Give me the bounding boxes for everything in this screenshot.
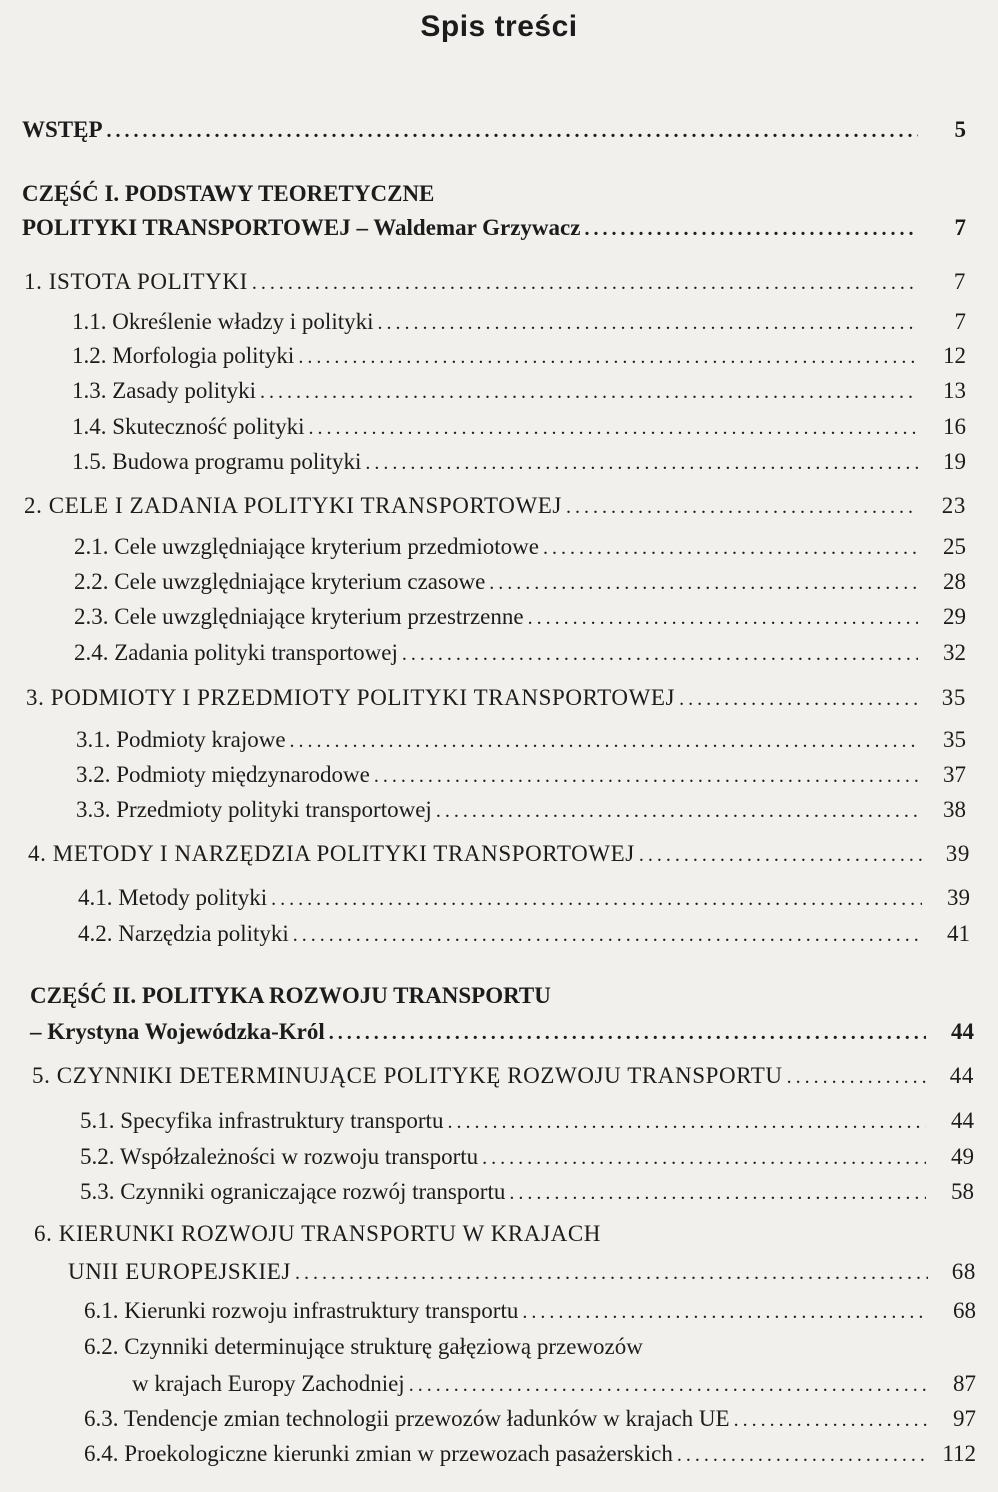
page-number: 68 xyxy=(951,1259,976,1284)
page-number: 12 xyxy=(943,343,966,368)
leader-dots xyxy=(309,414,918,442)
leader-dots xyxy=(402,640,918,668)
entry-label: 2. CELE I ZADANIA POLITYKI TRANSPORTOWEJ xyxy=(24,493,562,518)
toc-entry-s1-4[interactable] xyxy=(72,413,966,442)
leader-dots xyxy=(260,378,918,406)
page-number: 35 xyxy=(943,727,966,752)
entry-label: 6.4. Proekologiczne kierunki zmian w przewozach pasażerskich xyxy=(84,1441,673,1466)
leader-dots xyxy=(482,1144,926,1172)
toc-entry-wstep[interactable] xyxy=(22,116,966,145)
page-number: 38 xyxy=(943,797,966,822)
page-number: 13 xyxy=(943,378,966,403)
toc-entry-ch6[interactable] xyxy=(68,1258,976,1287)
entry-label: 2.3. Cele uwzględniające kryterium przestrzenne xyxy=(74,604,524,629)
entry-label: 4. METODY I NARZĘDZIA POLITYKI TRANSPORTOWEJ xyxy=(28,841,635,866)
page-number: 23 xyxy=(941,493,966,518)
page-number: 44 xyxy=(949,1063,974,1088)
page-number: 7 xyxy=(953,269,966,294)
entry-label: 2.1. Cele uwzględniające kryterium przedmiotowe xyxy=(74,534,539,559)
leader-dots xyxy=(378,309,919,337)
entry-label: 4.2. Narzędzia polityki xyxy=(78,921,289,946)
page-number: 97 xyxy=(953,1406,976,1431)
toc-entry-s6-4[interactable] xyxy=(84,1440,976,1469)
toc-entry-s3-3[interactable] xyxy=(76,796,966,825)
toc-entry-s1-3[interactable] xyxy=(72,377,966,406)
page-number: 32 xyxy=(943,640,966,665)
page-number: 44 xyxy=(951,1108,974,1133)
entry-label: UNII EUROPEJSKIEJ xyxy=(68,1259,291,1284)
entry-label: POLITYKI TRANSPORTOWEJ – Waldemar Grzywacz xyxy=(22,215,581,240)
page-number: 87 xyxy=(953,1371,976,1396)
toc-entry-s5-2[interactable] xyxy=(80,1143,974,1172)
leader-dots xyxy=(787,1063,926,1091)
page-number: 19 xyxy=(943,449,966,474)
toc-entry-s2-2[interactable] xyxy=(74,568,966,597)
entry-label: 3. PODMIOTY I PRZEDMIOTY POLITYKI TRANSPORTOWEJ xyxy=(26,685,676,710)
toc-entry-s3-1[interactable] xyxy=(76,726,966,755)
leader-dots xyxy=(447,1108,926,1136)
page-number: 25 xyxy=(943,534,966,559)
page-number: 29 xyxy=(943,604,966,629)
entry-label: 3.3. Przedmioty polityki transportowej xyxy=(76,797,432,822)
entry-label: WSTĘP xyxy=(22,117,103,142)
leader-dots xyxy=(528,604,918,632)
page-number: 37 xyxy=(943,762,966,787)
entry-label: 1.5. Budowa programu polityki xyxy=(72,449,362,474)
leader-dots xyxy=(293,921,922,949)
entry-label: 5. CZYNNIKI DETERMINUJĄCE POLITYKĘ ROZWOJU TRANSPORTU xyxy=(32,1063,783,1088)
leader-dots xyxy=(295,1259,928,1287)
s6-2-line1: 6.2. Czynniki determinujące strukturę gałęziową przewozów xyxy=(84,1334,643,1359)
page-number: 16 xyxy=(943,414,966,439)
page-title: Spis treści xyxy=(420,10,578,43)
toc-entry-s5-3[interactable] xyxy=(80,1178,974,1207)
entry-label: 1. ISTOTA POLITYKI xyxy=(24,269,248,294)
leader-dots xyxy=(679,685,918,713)
leader-dots xyxy=(489,569,918,597)
toc-entry-s6-1[interactable] xyxy=(84,1297,976,1326)
entry-label: 5.3. Czynniki ograniczające rozwój transportu xyxy=(80,1179,506,1204)
entry-label: – Krystyna Wojewódzka-Król xyxy=(30,1019,325,1044)
page-number: 112 xyxy=(942,1441,976,1466)
leader-dots xyxy=(107,117,918,145)
entry-label: 1.1. Określenie władzy i polityki xyxy=(72,309,374,334)
entry-label: w krajach Europy Zachodniej xyxy=(132,1371,405,1396)
entry-label: 3.2. Podmioty międzynarodowe xyxy=(76,762,370,787)
page-number: 49 xyxy=(951,1144,974,1169)
entry-label: 3.1. Podmioty krajowe xyxy=(76,727,286,752)
leader-dots xyxy=(365,449,918,477)
leader-dots xyxy=(298,343,918,371)
page-number: 35 xyxy=(941,685,966,710)
leader-dots xyxy=(252,269,918,297)
entry-label: 1.4. Skuteczność polityki xyxy=(72,414,305,439)
toc-entry-s2-4[interactable] xyxy=(74,639,966,668)
toc-entry-ch2[interactable] xyxy=(24,492,966,521)
leader-dots xyxy=(734,1406,928,1434)
leader-dots xyxy=(677,1441,928,1469)
entry-label: 6.1. Kierunki rozwoju infrastruktury transportu xyxy=(84,1298,519,1323)
entry-label: 1.2. Morfologia polityki xyxy=(72,343,295,368)
toc-entry-s3-2[interactable] xyxy=(76,761,966,790)
part-1-heading-line1: CZĘŚĆ I. PODSTAWY TEORETYCZNE xyxy=(22,181,435,206)
toc-entry-s1-1[interactable] xyxy=(72,308,966,337)
page-number: 58 xyxy=(951,1179,974,1204)
toc-entry-ch3[interactable] xyxy=(26,684,966,713)
page-number: 7 xyxy=(954,309,966,334)
ch6-heading-line1: 6. KIERUNKI ROZWOJU TRANSPORTU W KRAJACH xyxy=(34,1221,601,1246)
toc-entry-s4-1[interactable] xyxy=(78,884,970,913)
page-number: 28 xyxy=(943,569,966,594)
leader-dots xyxy=(566,493,918,521)
toc-entry-s6-2[interactable] xyxy=(132,1370,976,1399)
toc-entry-s6-3[interactable] xyxy=(84,1405,976,1434)
toc-entry-s2-3[interactable] xyxy=(74,603,966,632)
part-2-heading-line1: CZĘŚĆ II. POLITYKA ROZWOJU TRANSPORTU xyxy=(30,983,551,1008)
toc-entry-s2-1[interactable] xyxy=(74,533,966,562)
entry-label: 2.4. Zadania polityki transportowej xyxy=(74,640,398,665)
entry-label: 5.1. Specyfika infrastruktury transportu xyxy=(80,1108,444,1133)
leader-dots xyxy=(290,727,918,755)
toc-entry-s4-2[interactable] xyxy=(78,920,970,949)
toc-entry-s1-5[interactable] xyxy=(72,448,966,477)
toc-entry-s1-2[interactable] xyxy=(72,342,966,371)
leader-dots xyxy=(584,215,918,243)
leader-dots xyxy=(374,762,918,790)
toc-entry-s5-1[interactable] xyxy=(80,1107,974,1136)
page-number: 7 xyxy=(954,215,966,240)
page-number: 44 xyxy=(951,1019,974,1044)
entry-label: 5.2. Współzależności w rozwoju transportu xyxy=(80,1144,479,1169)
entry-label: 6.3. Tendencje zmian technologii przewozów ładunków w krajach UE xyxy=(84,1406,730,1431)
toc-entry-ch4[interactable] xyxy=(28,840,970,869)
page-number: 5 xyxy=(954,117,966,142)
leader-dots xyxy=(543,534,918,562)
entry-label: 2.2. Cele uwzględniające kryterium czasowe xyxy=(74,569,486,594)
entry-label: 1.3. Zasady polityki xyxy=(72,378,256,403)
leader-dots xyxy=(409,1371,928,1399)
page-number: 68 xyxy=(953,1298,976,1323)
page-number: 39 xyxy=(945,841,970,866)
leader-dots xyxy=(436,797,918,825)
toc-entry-ch1[interactable] xyxy=(24,268,966,297)
leader-dots xyxy=(522,1298,928,1326)
toc-entry-part-1[interactable] xyxy=(22,214,966,243)
leader-dots xyxy=(639,841,922,869)
leader-dots xyxy=(329,1019,926,1047)
leader-dots xyxy=(271,885,922,913)
toc-entry-ch5[interactable] xyxy=(32,1062,974,1091)
entry-label: 4.1. Metody polityki xyxy=(78,885,268,910)
page-number: 41 xyxy=(947,921,970,946)
toc-entry-part-2[interactable] xyxy=(30,1018,974,1047)
leader-dots xyxy=(509,1179,926,1207)
page-number: 39 xyxy=(947,885,970,910)
